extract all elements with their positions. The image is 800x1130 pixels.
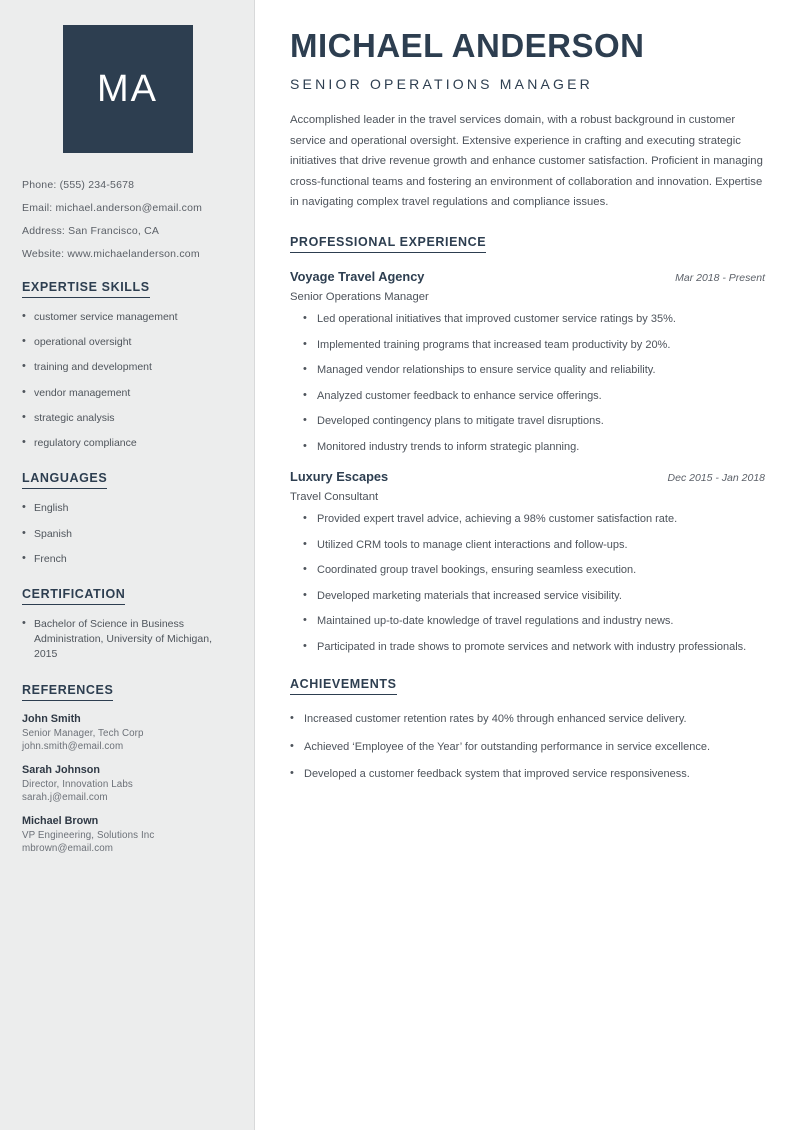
experience-entry-header — [290, 269, 765, 284]
reference-item — [22, 815, 233, 854]
professional-experience-section — [290, 233, 765, 655]
contact-address: Address: San Francisco, CA — [22, 225, 160, 237]
references-heading: REFERENCES — [22, 683, 113, 701]
achievements-section — [290, 675, 765, 783]
list-item: • Achieved ‘Employee of the Year’ for outstanding performance in service excellence. — [290, 739, 765, 756]
professional-experience-heading: PROFESSIONAL EXPERIENCE — [290, 235, 486, 253]
employment-dates: Dec 2015 - Jan 2018 — [667, 472, 765, 485]
sidebar — [0, 0, 255, 1130]
certification-section — [22, 585, 233, 663]
list-item: • operational oversight — [22, 335, 233, 350]
reference-name: John Smith — [22, 712, 81, 725]
list-item: • French — [22, 552, 233, 567]
professional-summary: Accomplished leader in the travel services domain, with a robust background in customer service and operational oversight. Extensive experience in crafting and executing strategic initiatives that drive revenue growth and enhance customer satisfaction. Proficient in managing cross-functional teams and fostering an environment of collaboration and innovation. Expertise in navigating complex travel regulations and compliance issues. — [290, 114, 763, 209]
contact-email: Email: michael.anderson@email.com — [22, 202, 203, 214]
reference-title: Director, Innovation Labs — [22, 778, 133, 790]
contact-info — [22, 179, 233, 260]
company-name: Luxury Escapes — [290, 469, 389, 485]
list-item: • Analyzed customer feedback to enhance service offerings. — [303, 388, 765, 405]
position-title: Senior Operations Manager — [290, 291, 429, 304]
languages-section — [22, 469, 233, 567]
expertise-skills-heading: EXPERTISE SKILLS — [22, 280, 150, 298]
reference-name: Michael Brown — [22, 814, 99, 827]
reference-email: john.smith@email.com — [22, 740, 124, 752]
list-item: • Developed contingency plans to mitigate travel disruptions. — [303, 413, 765, 430]
list-item: • Spanish — [22, 527, 233, 542]
employment-dates: Mar 2018 - Present — [675, 272, 765, 285]
main-content — [255, 0, 800, 1130]
list-item: • customer service management — [22, 310, 233, 325]
company-name: Voyage Travel Agency — [290, 269, 425, 285]
list-item: • Managed vendor relationships to ensure service quality and reliability. — [303, 362, 765, 379]
list-item: • Increased customer retention rates by 40% through enhanced service delivery. — [290, 711, 765, 728]
list-item: • Developed a customer feedback system that improved service responsiveness. — [290, 766, 765, 783]
list-item: • Provided expert travel advice, achieving a 98% customer satisfaction rate. — [303, 511, 765, 528]
reference-title: VP Engineering, Solutions Inc — [22, 829, 155, 841]
page-title: MICHAEL ANDERSON — [290, 27, 645, 64]
list-item: • Implemented training programs that increased team productivity by 20%. — [303, 337, 765, 354]
list-item: • Led operational initiatives that improved customer service ratings by 35%. — [303, 311, 765, 328]
list-item: • Bachelor of Science in Business Administration, University of Michigan, 2015 — [22, 617, 233, 663]
list-item: • Coordinated group travel bookings, ensuring seamless execution. — [303, 562, 765, 579]
references-section — [22, 681, 233, 854]
list-item: • vendor management — [22, 386, 233, 401]
list-item: • strategic analysis — [22, 411, 233, 426]
list-item: • English — [22, 501, 233, 516]
responsibility-list — [303, 311, 765, 455]
languages-heading: LANGUAGES — [22, 471, 107, 489]
experience-entry — [290, 269, 765, 455]
languages-list — [22, 501, 233, 567]
expertise-skills-section — [22, 278, 233, 451]
experience-entry — [290, 469, 765, 655]
list-item: • regulatory compliance — [22, 436, 233, 451]
certification-heading: CERTIFICATION — [22, 587, 125, 605]
monogram-initials: MA — [63, 25, 193, 153]
reference-item — [22, 764, 233, 803]
expertise-skills-list — [22, 310, 233, 451]
reference-email: mbrown@email.com — [22, 842, 114, 854]
responsibility-list — [303, 511, 765, 655]
reference-email: sarah.j@email.com — [22, 791, 108, 803]
list-item: • training and development — [22, 360, 233, 375]
contact-website: Website: www.michaelanderson.com — [22, 248, 200, 260]
achievements-list — [290, 711, 765, 783]
list-item: • Maintained up-to-date knowledge of travel regulations and industry news. — [303, 613, 765, 630]
position-title: Travel Consultant — [290, 491, 379, 504]
monogram-wrapper — [22, 0, 233, 153]
list-item: • Utilized CRM tools to manage client interactions and follow-ups. — [303, 537, 765, 554]
job-role-subtitle: SENIOR OPERATIONS MANAGER — [290, 76, 593, 93]
list-item: • Developed marketing materials that increased service visibility. — [303, 588, 765, 605]
achievements-heading: ACHIEVEMENTS — [290, 677, 397, 695]
contact-phone: Phone: (555) 234-5678 — [22, 179, 135, 191]
certification-list — [22, 617, 233, 663]
list-item: • Participated in trade shows to promote services and network with industry professionals. — [303, 639, 765, 656]
list-item: • Monitored industry trends to inform strategic planning. — [303, 439, 765, 456]
experience-entry-header — [290, 469, 765, 484]
reference-title: Senior Manager, Tech Corp — [22, 727, 144, 739]
reference-name: Sarah Johnson — [22, 763, 100, 776]
reference-item — [22, 713, 233, 752]
